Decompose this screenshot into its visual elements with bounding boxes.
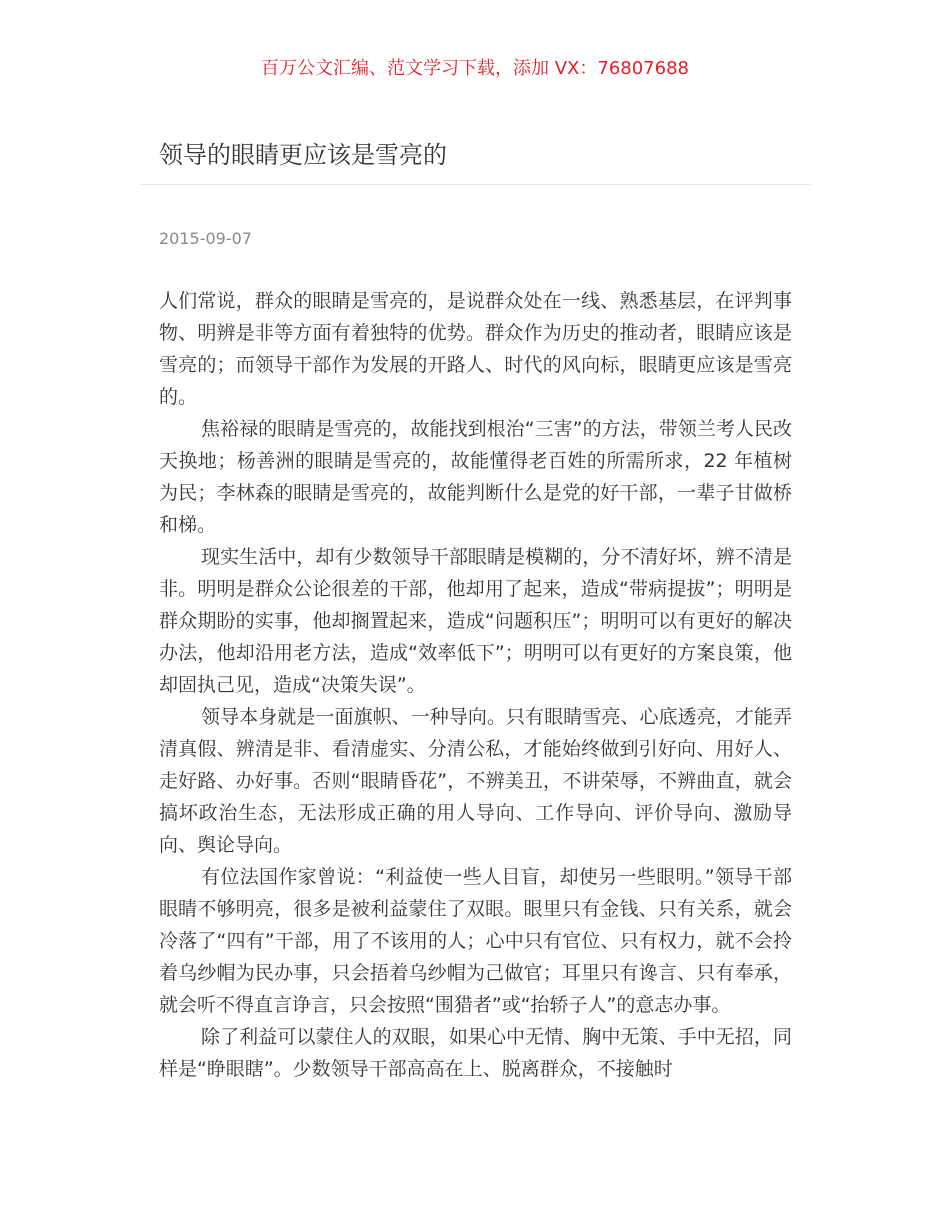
promo-banner: 百万公文汇编、范文学习下载，添加 VX：76807688 bbox=[261, 58, 689, 79]
article-paragraph: 除了利益可以蒙住人的双眼，如果心中无情、胸中无策、手中无招，同样是“睁眼瞎”。少数领导干部高高在上、脱离群众，不接触时 bbox=[159, 1026, 792, 1080]
publish-date: 2015-09-07 bbox=[159, 229, 252, 248]
article-body bbox=[159, 285, 792, 1085]
article-paragraph: 焦裕禄的眼睛是雪亮的，故能找到根治“三害”的方法，带领兰考人民改天换地；杨善洲的眼睛是雪亮的，故能懂得老百姓的所需所求，22 年植树为民；李林森的眼睛是雪亮的，故能判断什么是党的好干部，一辈子甘做桥和梯。 bbox=[159, 418, 792, 536]
article-paragraph: 有位法国作家曾说：“利益使一些人目盲，却使另一些眼明。”领导干部眼睛不够明亮，很多是被利益蒙住了双眼。眼里只有金钱、只有关系，就会冷落了“四有”干部，用了不该用的人；心中只有官位、只有权力，就不会拎着乌纱帽为民办事，只会捂着乌纱帽为己做官；耳里只有谗言、只有奉承，就会听不得直言诤言，只会按照“围猎者”或“抬轿子人”的意志办事。 bbox=[159, 866, 792, 1016]
article-paragraph: 人们常说，群众的眼睛是雪亮的，是说群众处在一线、熟悉基层，在评判事物、明辨是非等方面有着独特的优势。群众作为历史的推动者，眼睛应该是雪亮的；而领导干部作为发展的开路人、时代的风向标，眼睛更应该是雪亮的。 bbox=[159, 290, 792, 408]
title-divider bbox=[140, 184, 811, 185]
article-paragraph: 现实生活中，却有少数领导干部眼睛是模糊的，分不清好坏，辨不清是非。明明是群众公论很差的干部，他却用了起来，造成“带病提拔”；明明是群众期盼的实事，他却搁置起来，造成“问题积压”；明明可以有更好的解决办法，他却沿用老方法，造成“效率低下”；明明可以有更好的方案良策，他却固执己见，造成“决策失误”。 bbox=[159, 546, 792, 696]
article-title: 领导的眼睛更应该是雪亮的 bbox=[159, 141, 447, 169]
article-paragraph: 领导本身就是一面旗帜、一种导向。只有眼睛雪亮、心底透亮，才能弄清真假、辨清是非、看清虚实、分清公私，才能始终做到引好向、用好人、走好路、办好事。否则“眼睛昏花”，不辨美丑，不讲荣辱，不辨曲直，就会搞坏政治生态，无法形成正确的用人导向、工作导向、评价导向、激励导向、舆论导向。 bbox=[159, 706, 792, 856]
